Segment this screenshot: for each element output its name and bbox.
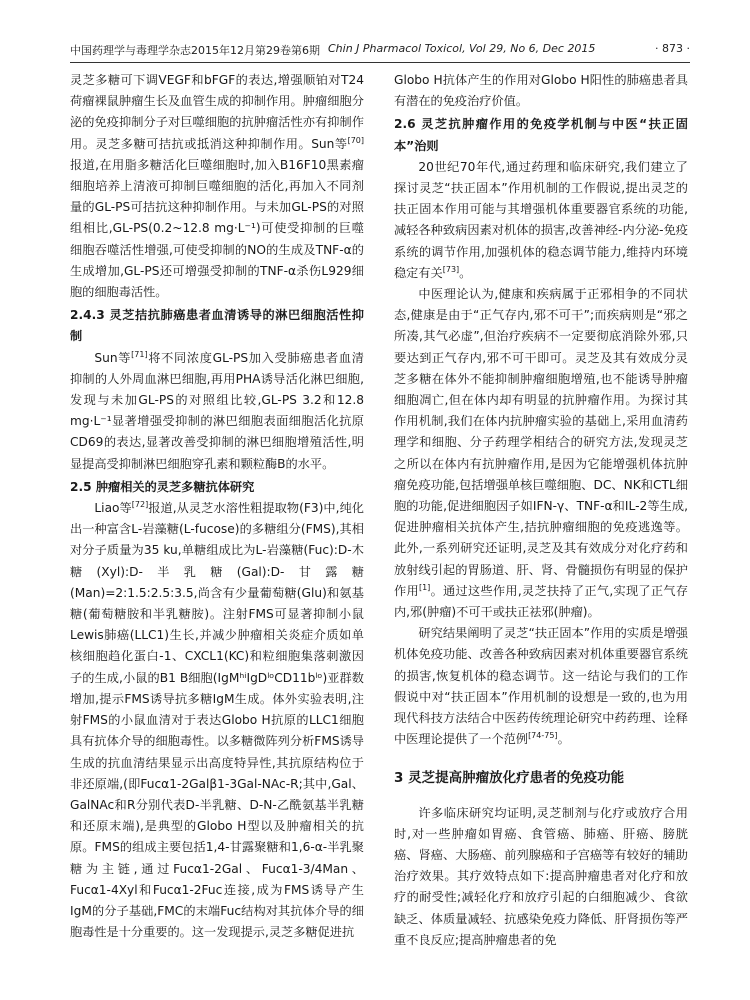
text: 。 (459, 265, 472, 280)
journal-name-cn: 中国药理学与毒理学杂志2015年12月第29卷第6期 (70, 44, 320, 57)
paragraph (394, 623, 688, 750)
paragraph: Globo H抗体产生的作用对Globo H阳性的肺癌患者具有潜在的免疫治疗价值。 (394, 73, 688, 109)
text: Liao等 (94, 501, 132, 516)
header-rule (70, 62, 690, 63)
section-heading-2-4-3: 2.4.3 灵芝拮抗肺癌患者血清诱导的淋巴细胞活性抑制 (70, 308, 364, 344)
text: 20世纪70年代,通过药理和临床研究,我们建立了探讨灵芝“扶正固本”作用机制的工作假说,提出灵芝的扶正固本作用可能与其增强机体重要器官系统的功能,减轻各种致病因素对机体的损害,改善神经-内分泌-免疫系统的调节作用,加强机体的稳态调节能力,维持内环境稳定有关 (394, 159, 688, 280)
paragraph (70, 348, 364, 475)
text: 灵芝多糖可下调VEGF和bFGF的表达,增强顺铂对T24荷瘤裸鼠肿瘤生长及血管生成的抑制作用。肿瘤细胞分泌的免疫抑制分子对巨噬细胞的抗肿瘤活性亦有抑制作用。灵芝多糖可拮抗或抵消这种抑制作用。Sun等 (70, 73, 364, 151)
paragraph (394, 157, 688, 284)
text: 中医理论认为,健康和疾病属于正邪相争的不同状态,健康是由于“正气存内,邪不可干”;而疾病则是“邪之所凑,其气必虚”,但治疗疾病不一定要彻底消除外邪,只要达到正气存内,邪不可干即可。灵芝及其有效成分灵芝多糖在体外不能抑制肿瘤细胞增殖,也不能诱导肿瘤细胞凋亡,但在体内却有明显的抗肿瘤作用。为探讨其作用机制,我们在体内抗肿瘤实验的基础上,采用血清药理学和细胞、分子药理学相结合的研究方法,发现灵芝之所以在体内有抗肿瘤作用,是因为它能增强机体抗肿瘤免疫功能,包括增强单核巨噬细胞、DC、NK和CTL细胞的功能,促进细胞因子如IFN-γ、TNF-α和IL-2等生成,促进肿瘤相关抗体产生,拮抗肿瘤细胞的免疫逃逸等。此外,一系列研究还证明,灵芝及其有效成分对化疗药和放射线引起的胃肠道、肝、肾、骨髓损伤有明显的保护作用 (394, 287, 688, 598)
text: 将不同浓度GL-PS加入受肺癌患者血清抑制的人外周血淋巴细胞,再用PHA诱导活化淋巴细胞,发现与未加GL-PS的对照组比较,GL-PS 3.2和12.8 mg·L⁻¹显著增强受抑制的淋巴细胞表面细胞活化抗原CD69的表达,显著改善受抑制的淋巴细胞增殖活性,明显提高受抑制淋巴细胞穿孔素和颗粒酶B的水平。 (70, 350, 364, 471)
left-column (70, 70, 364, 985)
text: 报道,在用脂多糖活化巨噬细胞时,加入B16F10黑素瘤细胞培养上清液可抑制巨噬细胞的活化,再加入不同剂量的GL-PS可拮抗这种抑制作用。与未加GL-PS的对照组相比,GL-PS(0.2~12.8 mg·L⁻¹)可使受抑制的巨噬细胞吞噬活性增强,可使受抑制的NO的生成及TNF-α的生成增加,GL-PS还可增强受抑制的TNF-α杀伤L929细胞的细胞毒活性。 (70, 157, 364, 300)
text: 。通过这些作用,灵芝扶持了正气,实现了正气存内,邪(肿瘤)不可干或扶正祛邪(肿瘤)。 (394, 583, 688, 620)
citation: [71] (131, 349, 148, 359)
paragraph (394, 284, 688, 623)
text: Sun等 (94, 350, 132, 365)
section-heading-2-5: 2.5 肿瘤相关的灵芝多糖抗体研究 (70, 479, 255, 494)
section-heading-2-6: 2.6 灵芝抗肿瘤作用的免疫学机制与中医“扶正固本”治则 (394, 117, 688, 153)
journal-name-en: Chin J Pharmacol Toxicol, Vol 29, No 6, Dec 2015 (328, 42, 596, 55)
paragraph (70, 498, 364, 943)
paragraph (70, 70, 364, 303)
page-number: · 873 · (655, 42, 690, 55)
running-header (70, 38, 690, 58)
section-heading-3: 3 灵芝提高肿瘤放化疗患者的免疫功能 (394, 769, 625, 786)
text: 报道,从灵芝水溶性粗提取物(F3)中,纯化出一种富含L-岩藻糖(L-fucose)的多糖组分(FMS),其相对分子质量为35 ku,单糖组成比为L-岩藻糖(Fuc):D-木糖(Xyl):D-半乳糖(Gal):D-甘露糖(Man)=2:1.5:2.5:3.5,尚含有少量葡萄糖(Glu)和氨基糖(葡萄糖胺和半乳糖胺)。注射FMS可显著抑制小鼠Lewis肺癌(LLC1)生长,并减少肿瘤相关炎症介质如单核细胞趋化蛋白-1、CXCL1(KC)和粒细胞集落刺激因子的生成,小鼠的B1 B细胞(IgMʰⁱIgDˡᵒCD11bˡᵒ)亚群数增加,提示FMS诱导抗多糖IgM生成。体外实验表明,注射FMS的小鼠血清对于表达Globo H抗原的LLC1细胞具有抗体介导的细胞毒性。以多糖微阵列分析FMS诱导生成的抗血清结果显示出高度特异性,其抗原结构位于非还原端,(即Fucα1-2Galβ1-3Gal-NAc-R;其中,Gal、GalNAc和R分别代表D-半乳糖、D-N-乙酰氨基半乳糖和还原末端),是典型的Globo H型以及肿瘤相关的抗原。FMS的组成主要包括1,4-甘露聚糖和1,6-α-半乳聚糖为主链,通过Fucα1-2Gal、Fucα1-3/4Man、Fucα1-4Xyl和Fucα1-2Fuc连接,成为FMS诱导产生IgM的分子基础,FMC的末端Fuc结构对其抗体介导的细胞毒性是十分重要的。这一发现提示,灵芝多糖促进抗 (70, 501, 364, 940)
text: 研究结果阐明了灵芝“扶正固本”作用的实质是增强机体免疫功能、改善各种致病因素对机体重要器官系统的损害,恢复机体的稳态调节。这一结论与我们的工作假说中对“扶正固本”作用机制的设想是一致的,也为用现代科技方法结合中医药传统理论研究中药药理、诠释中医理论提供了一个范例 (394, 626, 688, 747)
right-column (394, 70, 688, 985)
citation: [73] (442, 264, 460, 274)
citation: [72] (131, 500, 149, 509)
citation: [1] (418, 582, 431, 592)
citation: [74-75] (528, 731, 558, 741)
paragraph: 许多临床研究均证明,灵芝制剂与化疗或放疗合用时,对一些肿瘤如胃癌、食管癌、肺癌、肝癌、膀胱癌、肾癌、大肠癌、前列腺癌和子宫癌等有较好的辅助治疗效果。其疗效特点如下:提高肿瘤患者对化疗和放疗的耐受性;减轻化疗和放疗引起的白细胞减少、食欲缺乏、体质量减轻、抗感染免疫力降低、肝肾损伤等严重不良反应;提高肿瘤患者的免 (394, 805, 688, 947)
text: 。 (557, 732, 570, 747)
citation: [70] (347, 135, 364, 145)
